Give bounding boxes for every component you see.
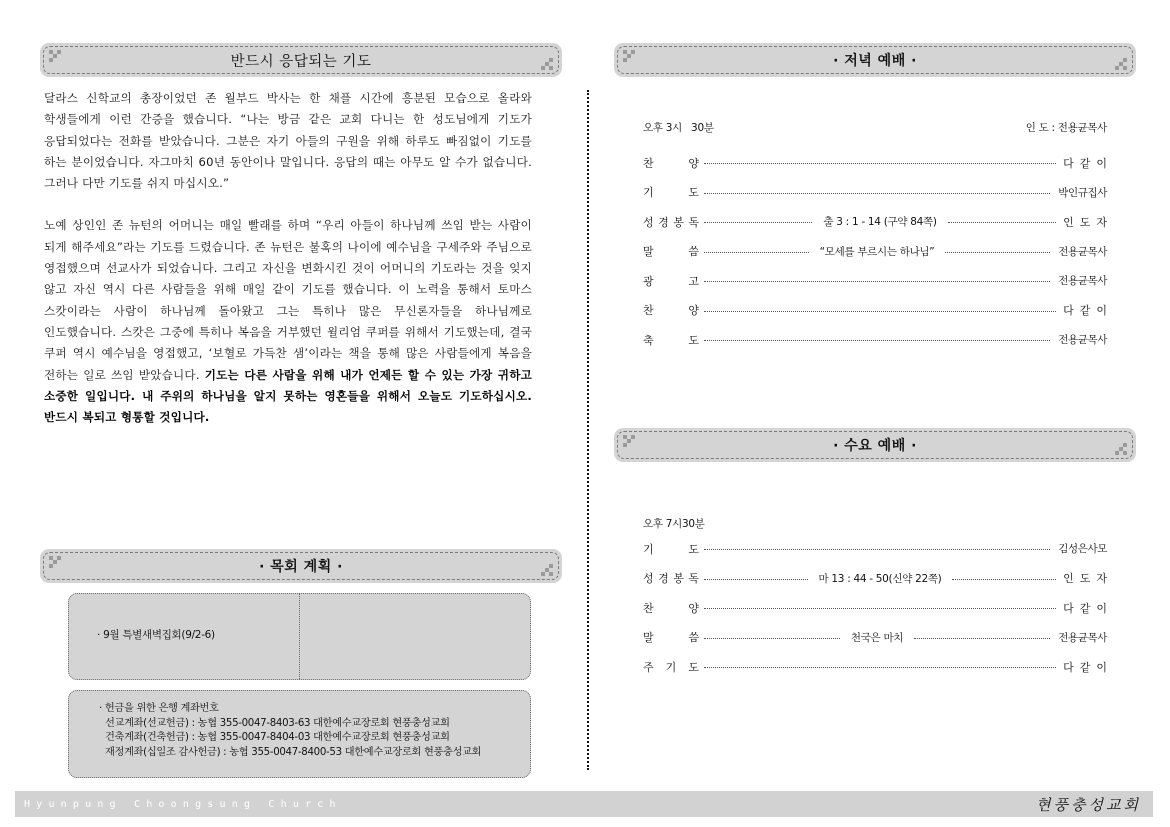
service-item-label: 찬 양 [643, 601, 699, 615]
service-item-person: 인도자 [1063, 215, 1113, 229]
article-body [44, 88, 532, 449]
dotted-leader [704, 638, 840, 639]
plan-box [68, 593, 531, 680]
service-order-row [643, 237, 1107, 267]
article-paragraph-2 [44, 215, 532, 428]
plan-item: · 9월 특별새벽집회(9/2-6) [97, 629, 215, 641]
service-item-label: 기 도 [643, 186, 699, 200]
service-order-row [643, 652, 1113, 682]
dotted-leader [704, 222, 812, 223]
article-title: 반드시 응답되는 기도 [230, 53, 372, 70]
service-item-person: 다같이 [1063, 304, 1113, 318]
corner-decoration-icon [1115, 58, 1127, 70]
wednesday-service-order [643, 516, 1113, 682]
service-item-person: 전용균목사 [1058, 631, 1108, 644]
wednesday-service-header [614, 428, 1136, 462]
service-item-label: 기 도 [643, 542, 699, 556]
plan-column-left [69, 594, 300, 679]
wednesday-service-title: · 수요 예배 · [833, 438, 917, 454]
wednesday-service-rows [643, 534, 1113, 682]
dotted-leader [704, 549, 1050, 550]
dotted-leader [704, 281, 1050, 282]
service-item-label: 말 씀 [643, 245, 699, 259]
service-item-label: 찬 양 [643, 156, 699, 170]
bank-account-finance: 재정계좌(십일조 감사헌금) : 농협 355-0047-8400-53 대한예수교장로회 현풍충성교회 [105, 746, 482, 758]
bank-heading: · 헌금을 위한 은행 계좌번호 [99, 703, 219, 714]
service-item-detail: “모세를 부르시는 하나님” [819, 245, 935, 258]
bank-accounts-box [68, 690, 531, 778]
service-order-row [643, 593, 1113, 623]
service-item-person: 다같이 [1063, 660, 1113, 674]
article-paragraph-1: 달라스 신학교의 총장이었던 존 월부드 박사는 한 채플 시간에 흥분된 모습으로 올라와 학생들에게 이런 간증을 했습니다. “나는 방금 같은 교회 다니는 한 성도님에게 기도가 응답되었다는 전화를 받았습니다. 그분은 자기 아들의 구원을 위해 하루도 빠짐없이 기도를 하는 분이었습니다. 자그마치 60년 동안이나 말입니다. 응답의 때는 아무도 알 수가 없습니다. 그러나 다만 기도를 쉬지 마십시오.” [44, 91, 532, 191]
footer-bar [15, 791, 1153, 817]
service-item-person: 전용균목사 [1058, 275, 1107, 288]
service-item-label: 성 경 봉 독 [643, 215, 699, 229]
service-item-person: 김성은사모 [1058, 543, 1107, 556]
service-item-person: 전용균목사 [1058, 245, 1108, 258]
service-order-row [643, 325, 1107, 355]
article-header [40, 43, 562, 77]
service-item-person: 다같이 [1063, 156, 1113, 170]
corner-decoration-icon [541, 564, 553, 576]
bank-account-building: 건축계좌(건축헌금) : 농협 355-0047-8404-03 대한예수교장로회 현풍충성교회 [105, 732, 450, 743]
dotted-leader [948, 222, 1056, 223]
service-item-label: 광 고 [643, 274, 699, 288]
corner-decoration-icon [623, 50, 635, 62]
corner-decoration-icon [541, 58, 553, 70]
evening-service-leader: 인 도 : 전용균목사 [1025, 122, 1107, 134]
dotted-leader [704, 252, 809, 253]
evening-service-order [643, 120, 1113, 355]
evening-service-header [614, 43, 1136, 77]
service-item-detail: 마 13 : 44 - 50(신약 22쪽) [818, 572, 942, 585]
service-item-person: 전용균목사 [1058, 334, 1107, 347]
service-item-person: 인도자 [1063, 572, 1113, 586]
plan-header [40, 549, 562, 583]
dotted-leader [704, 311, 1056, 312]
service-order-row [643, 623, 1107, 653]
service-order-row [643, 148, 1113, 178]
service-item-detail: 출 3 : 1 - 14 (구약 84쪽) [823, 216, 937, 229]
service-item-label: 말 씀 [643, 631, 699, 645]
dotted-leader [704, 340, 1050, 341]
corner-decoration-icon [49, 556, 61, 568]
service-order-row [643, 296, 1113, 326]
dotted-leader [704, 193, 1050, 194]
service-item-label: 주 기 도 [643, 660, 699, 674]
service-order-row [643, 534, 1107, 564]
service-order-row [643, 266, 1107, 296]
plan-title: · 목회 계획 · [259, 559, 343, 575]
column-divider [587, 90, 589, 770]
dotted-leader [704, 579, 808, 580]
service-item-label: 성 경 봉 독 [643, 572, 699, 586]
service-order-row [643, 207, 1113, 237]
evening-service-title: · 저녁 예배 · [833, 53, 917, 69]
service-item-label: 찬 양 [643, 304, 699, 318]
dotted-leader [945, 252, 1050, 253]
plan-column-right [300, 594, 530, 679]
evening-service-time: 오후 3시 30분 [643, 122, 714, 134]
wednesday-service-info [643, 516, 1107, 531]
dotted-leader [914, 638, 1050, 639]
corner-decoration-icon [49, 50, 61, 62]
service-item-person: 박인규집사 [1058, 186, 1107, 199]
footer-church-name-english: Hyunpung Choongsung Church [24, 798, 342, 810]
dotted-leader [704, 667, 1056, 668]
service-order-row [643, 564, 1113, 594]
corner-decoration-icon [623, 435, 635, 447]
service-item-detail: 천국은 마치 [850, 631, 904, 644]
article-paragraph-2-text: 노예 상인인 존 뉴턴의 어머니는 매일 빨래를 하며 “우리 아들이 하나님께 쓰임 받는 사람이 되게 해주세요”라는 기도를 드렸습니다. 존 뉴턴은 불혹의 나이에 예수님을 구세주와 주님으로 영접했으며 선교사가 되었습니다. 그리고 자신을 변화시킨 것이 어머니의 기도라는 것을 잊지 않고 자신 역시 다른 사람들을 위해 매일 같이 기도를 했습니다. 이 노력을 통해서 토마스 스캇이라는 사람이 하나님께 돌아왔고 그는 특히나 많은 무신론자들을 하나님께로 인도했습니다. 스캇은 그중에 특히나 복음을 거부했던 윌리엄 쿠퍼를 위해서 기도했는데, 결국 쿠퍼 역시 예수님을 영접했고, ‘보혈로 가득찬 샘’이라는 책을 통해 많은 사람들에게 복음을 전하는 일로 쓰임 받았습니다. [44, 218, 532, 382]
footer-church-name-korean: 현풍충성교회 [1036, 795, 1141, 814]
bank-account-mission: 선교계좌(선교헌금) : 농협 355-0047-8403-63 대한예수교장로회 현풍충성교회 [105, 717, 450, 729]
dotted-leader [704, 608, 1056, 609]
dotted-leader [704, 163, 1056, 164]
service-order-row [643, 178, 1107, 208]
dotted-leader [952, 579, 1056, 580]
service-item-person: 다같이 [1063, 601, 1113, 615]
wednesday-service-time: 오후 7시30분 [643, 518, 705, 530]
article-paragraph-2-emphasis: 기도는 다른 사람을 위해 내가 언제든 할 수 있는 가장 귀하고 소중한 일입니다. 내 주위의 하나님을 알지 못하는 영혼들을 위해서 오늘도 기도하십시오. 반드시 복되고 형통할 것입니다. [44, 367, 532, 425]
evening-service-info [643, 120, 1107, 135]
corner-decoration-icon [1115, 443, 1127, 455]
service-item-label: 축 도 [643, 333, 699, 347]
evening-service-rows [643, 148, 1113, 355]
